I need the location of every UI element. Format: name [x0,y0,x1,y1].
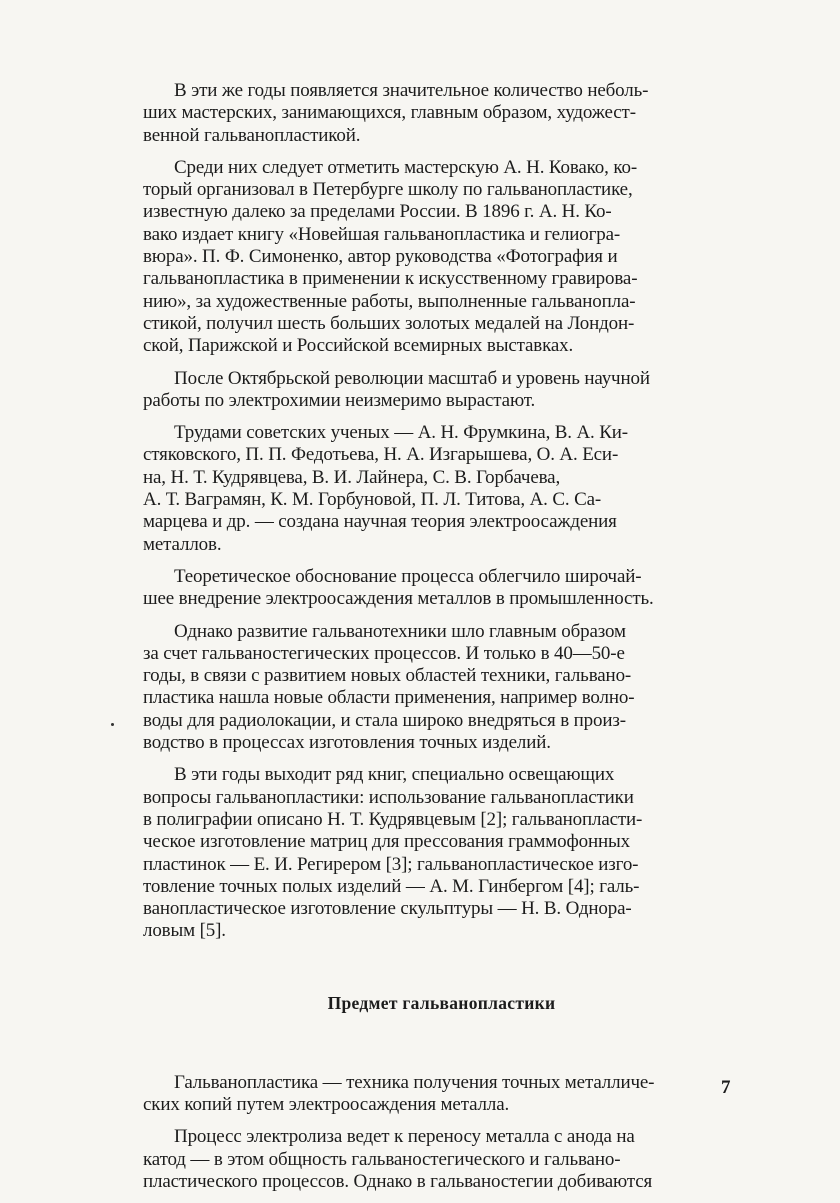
paragraph-october-revolution: После Октябрьской революции масштаб и уровень научной работы по электрохимии неизмеримо вырастают. [143,367,650,411]
paragraph-books: В эти годы выходит ряд книг, специально освещающих вопросы гальванопластики: использование гальванопластики в полиграфии описано Н. Т. Кудрявцевым [2]; гальванопласти- ческое изготовление матриц для прессования граммофонных пластинок — Е. И. Регирером [3]; гальванопластическое изго- товление точных полых изделий — А. М. Гинбергом [4]; галь- ванопластическое изготовление скульптуры — Н. В. Однора- ловым [5]. [143,764,643,942]
margin-dot [111,723,114,726]
paragraph-workshops: В эти же годы появляется значительное количество неболь- ших мастерских, занимающихся, главным образом, художест- венной гальванопластикой. [143,80,649,146]
paragraph-definition: Гальванопластика — техника получения точных металличе- ских копий путем электроосаждения металла. [143,1071,655,1115]
paragraph-soviet-scientists: Трудами советских ученых — А. Н. Фрумкина, В. А. Ки- стяковского, П. П. Федотьева, Н. А. Изгарышева, О. А. Еси- на, Н. Т. Кудрявцева, В. И. Лайнера, С. В. Горбачева, А. Т. Ваграмян, К. М. Горбуновой, П. Л. Титова, А. С. Са- марцева и др. — создана научная теория электроосаждения металлов. [143,422,628,555]
paragraph-electrolysis: Процесс электролиза ведет к переносу металла с анода на катод — в этом общность гальваностегического и гальвано- пластического процессов. Однако в гальваностегии добиваются [143,1126,653,1192]
paragraph-electroforming-development: Однако развитие гальванотехники шло главным образом за счет гальваностегических процессов. И только в 40—50-е годы, в связи с развитием новых областей техники, гальвано- пластика нашла новые области применения, например волно- воды для радиолокации, и стала широко внедряться в произ- водство в процессах изготовления точных изделий. [143,620,635,754]
page-number: 7 [721,1077,731,1098]
book-page [143,80,740,1203]
paragraph-kovako-simonenko: Среди них следует отметить мастерскую А. Н. Ковако, ко- торый организовал в Петербурге школу по гальванопластике, известную далеко за пределами России. В 1896 г. А. Н. Ко- вако издает книгу «Новейшая гальванопластика и гелиогра- вюра». П. Ф. Симоненко, автор руководства «Фотография и гальванопластика в применении к искусственному гравирова- нию», за художественные работы, выполненные гальванопла- стикой, получил шесть больших золотых медалей на Лондон- ской, Парижской и Российской всемирных выставках. [143,156,638,357]
section-heading: Предмет гальванопластики [327,992,556,1013]
paragraph-theoretical-basis: Теоретическое обоснование процесса облегчило широчай- шее внедрение электроосаждения металлов в промышленность. [143,565,654,610]
